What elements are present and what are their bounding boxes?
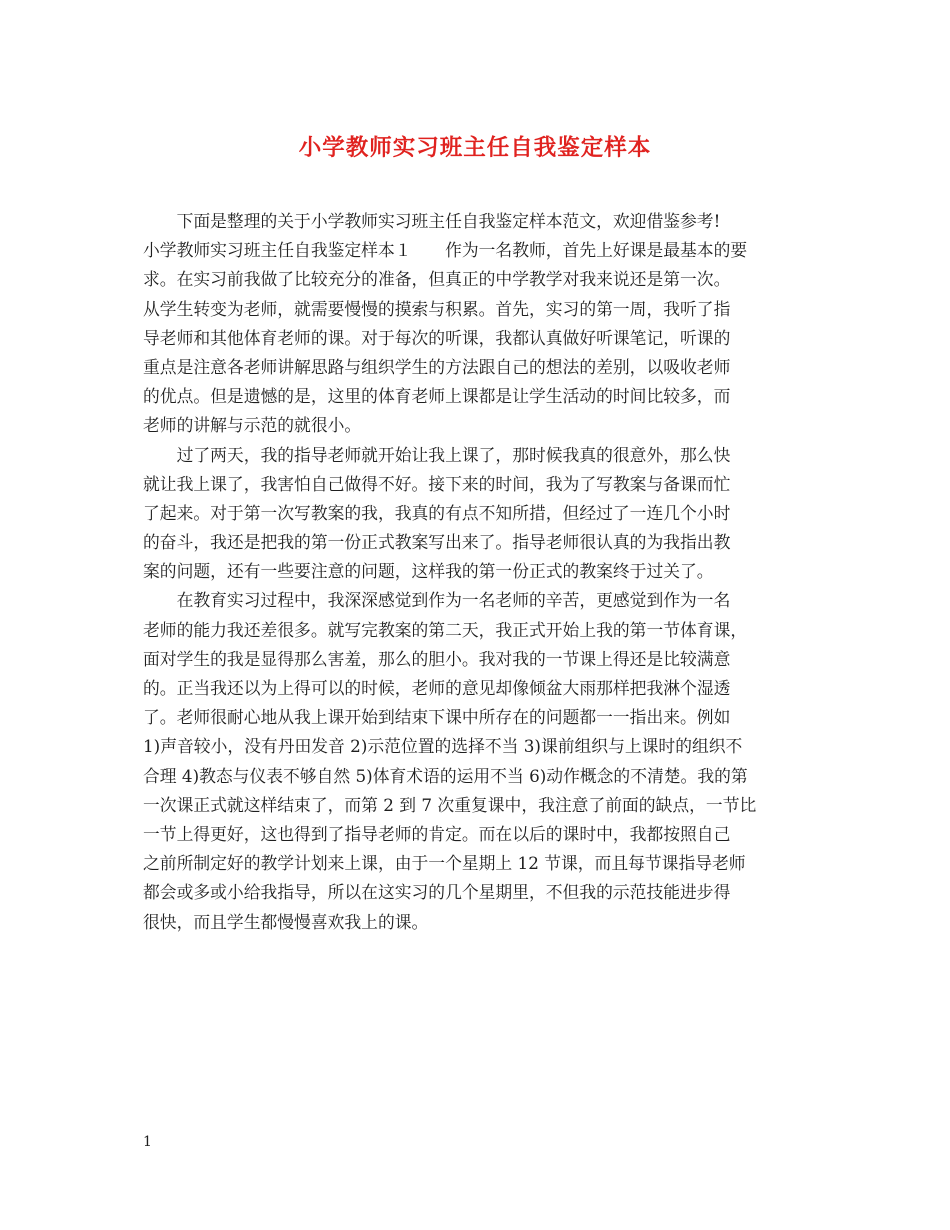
document-body — [143, 207, 811, 937]
paragraph-line: 一次课正式就这样结束了，而第 2 到 7 次重复课中，我注意了前面的缺点，一节比 — [143, 794, 757, 815]
paragraph-line: 了起来。对于第一次写教案的我，我真的有点不知所措，但经过了一连几个小时 — [143, 502, 731, 523]
paragraph-line: 合理 4)教态与仪表不够自然 5)体育术语的运用不当 6)动作概念的不清楚。我的第 — [143, 765, 748, 786]
paragraph-line: 案的问题，还有一些要注意的问题，这样我的第一份正式的教案终于过关了。 — [143, 561, 714, 582]
paragraph-line: 的优点。但是遗憾的是，这里的体育老师上课都是让学生活动的时间比较多，而 — [143, 386, 731, 407]
paragraph-line: 导老师和其他体育老师的课。对于每次的听课，我都认真做好听课笔记，听课的 — [143, 327, 731, 348]
paragraph-line: 老师的能力我还差很多。就写完教案的第二天，我正式开始上我的第一节体育课， — [143, 619, 748, 640]
paragraph-line: 很快，而且学生都慢慢喜欢我上的课。 — [143, 911, 429, 932]
paragraph-line: 面对学生的我是显得那么害羞，那么的胆小。我对我的一节课上得还是比较满意 — [143, 648, 731, 669]
paragraph-line: 之前所制定好的教学计划来上课，由于一个星期上 12 节课，而且每节课指导老师 — [143, 853, 746, 874]
paragraph-line: 的奋斗，我还是把我的第一份正式教案写出来了。指导老师很认真的为我指出教 — [143, 532, 731, 553]
paragraph-line: 下面是整理的关于小学教师实习班主任自我鉴定样本范文，欢迎借鉴参考! — [143, 211, 721, 231]
document-title: 小学教师实习班主任自我鉴定样本 — [298, 135, 652, 161]
paragraph-line: 的。正当我还以为上得可以的时候，老师的意见却像倾盆大雨那样把我淋个湿透 — [143, 678, 731, 698]
paragraph-line: 过了两天，我的指导老师就开始让我上课了，那时候我真的很意外，那么快 — [143, 444, 731, 465]
paragraph-line: 1)声音较小，没有丹田发音 2)示范位置的选择不当 3)课前组织与上课时的组织不 — [143, 736, 743, 757]
paragraph-line: 重点是注意各老师讲解思路与组织学生的方法跟自己的想法的差别，以吸收老师 — [143, 356, 731, 377]
paragraph-line: 老师的讲解与示范的就很小。 — [143, 415, 362, 436]
paragraph-line: 了。老师很耐心地从我上课开始到结束下课中所存在的问题都一一指出来。例如 — [143, 707, 731, 728]
paragraph-line: 求。在实习前我做了比较充分的准备，但真正的中学教学对我来说还是第一次。 — [143, 269, 731, 290]
paragraph-line: 就让我上课了，我害怕自己做得不好。接下来的时间，我为了写教案与备课而忙 — [143, 473, 731, 494]
paragraph-line: 都会或多或小给我指导，所以在这实习的几个星期里，不但我的示范技能进步得 — [143, 882, 731, 903]
paragraph-line: 一节上得更好，这也得到了指导老师的肯定。而在以后的课时中，我都按照自己 — [143, 823, 731, 844]
paragraph-line: 在教育实习过程中，我深深感觉到作为一名老师的辛苦，更感觉到作为一名 — [143, 590, 731, 611]
paragraph-line: 小学教师实习班主任自我鉴定样本１ 作为一名教师，首先上好课是最基本的要 — [143, 240, 748, 261]
paragraph-line: 从学生转变为老师，就需要慢慢的摸索与积累。首先，实习的第一周，我听了指 — [143, 298, 731, 319]
page-number: 1 — [143, 1134, 152, 1150]
